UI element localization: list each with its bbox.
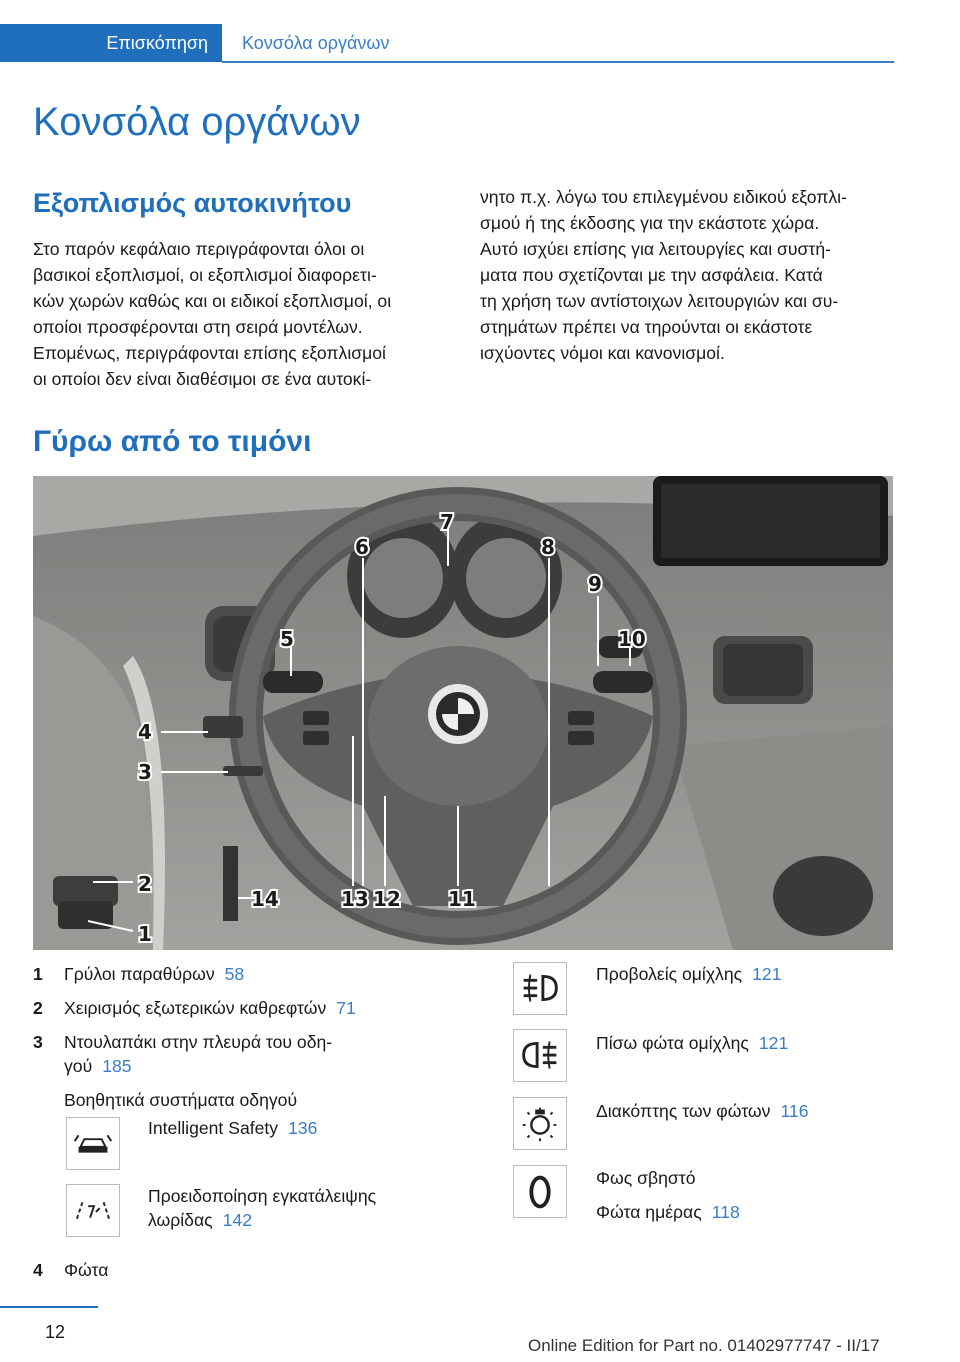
callout-3: 3 [138,760,152,784]
text-line: ματα που σχετίζονται με την ασφάλεια. Κατά [480,265,823,285]
page-ref-link[interactable]: 116 [780,1101,809,1121]
text-line: βασικοί εξοπλισμοί, οι εξοπλισμοί διαφορετι‐ [33,265,377,285]
item-number: 4 [33,1260,43,1280]
list-item [596,964,781,985]
text-line: Επομένως, περιγράφονται επίσης εξοπλισμοί [33,343,386,363]
edition-note: Online Edition for Part no. 01402977747 - II/17 [528,1336,880,1355]
page-ref-link[interactable]: 121 [752,964,782,984]
text-line: οι οποίοι δεν είναι διαθέσιμοι σε ένα αυτοκί‐ [33,369,372,389]
list-item [596,1101,809,1122]
item-text: Χειρισμός εξωτερικών καθρεφτών [64,998,327,1018]
light-switch-icon [513,1097,567,1150]
callout-11: 11 [448,887,476,911]
page-ref-link[interactable]: 142 [222,1210,252,1230]
item-label: Ντουλαπάκι στην πλευρά του οδη‐ [64,1032,333,1052]
item-text: γού [64,1056,93,1076]
tab-overview[interactable]: Επισκόπηση [0,24,222,62]
list-item-continuation [64,1056,132,1077]
item-label [64,998,356,1019]
front-fog-light-icon [513,962,567,1015]
list-item [596,1202,740,1223]
item-text: Διακόπτης των φώτων [596,1101,771,1121]
callout-2: 2 [138,872,152,896]
legend-list-right [513,962,913,1262]
item-text: Φώτα ημέρας [596,1202,702,1222]
item-text: λωρίδας [148,1210,213,1230]
list-item [596,1033,788,1054]
callout-1: 1 [138,922,152,946]
text-line: Στο παρόν κεφάλαιο περιγράφονται όλοι οι [33,239,365,259]
item-number: 1 [33,964,43,984]
page-ref-link[interactable]: 136 [288,1118,318,1138]
tab-underline [222,61,894,63]
section-title-steering: Γύρω από το τιμόνι [33,425,312,458]
page-number: 12 [45,1322,66,1342]
callout-5: 5 [280,627,294,651]
callout-4: 4 [138,720,152,744]
item-text: Γρύλοι παραθύρων [64,964,215,984]
assist-systems-heading: Βοηθητικά συστήματα οδηγού [64,1090,298,1110]
item-text: Προβολείς ομίχλης [596,964,743,984]
page-ref-link[interactable]: 121 [758,1033,789,1053]
item-text: Intelligent Safety [148,1118,279,1138]
text-line: στημάτων πρέπει να τηρούνται οι εκάστοτε [480,317,813,337]
item-label [64,964,244,985]
header-tabs [0,24,389,62]
page-ref-link[interactable]: 118 [711,1202,740,1222]
item-number: 3 [33,1032,43,1052]
page-ref-link[interactable]: 185 [102,1056,132,1076]
legend-list-left [33,962,473,1292]
callout-10: 10 [618,627,646,651]
list-item [148,1118,317,1139]
text-line: ισχύοντες νόμοι και κανονισμοί. [480,343,725,363]
page-ref-link[interactable]: 71 [336,998,356,1018]
paragraph-right [480,184,900,366]
list-item-continuation [148,1210,252,1231]
item-number: 2 [33,998,43,1018]
text-line: νητο π.χ. λόγω του επιλεγμένου ειδικού εξοπλι‐ [480,187,847,207]
text-line: κών χωρών καθώς και οι ειδικοί εξοπλισμοί, οι [33,291,392,311]
footer-line [0,1306,98,1308]
item-text: Πίσω φώτα ομίχλης [596,1033,749,1053]
callout-12: 12 [373,887,401,911]
rear-fog-light-icon [513,1029,567,1082]
text-line: σμού ή της έκδοσης για την εκάστοτε χώρα. [480,213,820,233]
callout-8: 8 [541,535,555,559]
intelligent-safety-icon [66,1117,120,1170]
callout-13: 13 [341,887,369,911]
page-ref-link[interactable]: 58 [224,964,245,984]
lane-departure-icon [66,1184,120,1237]
text-line: Αυτό ισχύει επίσης για λειτουργίες και συστή‐ [480,239,831,259]
text-line: οποίοι προσφέρονται στη σειρά μοντέλων. [33,317,363,337]
page-title: Κονσόλα οργάνων [33,100,361,144]
callout-14: 14 [251,887,279,911]
item-text: Φώτα [64,1260,109,1280]
text-line: τη χρήση των αντίστοιχων λειτουργιών και συ‐ [480,291,839,311]
lights-off-icon [513,1165,567,1218]
callout-9: 9 [588,572,602,596]
callout-6: 6 [355,535,369,559]
list-item: Προειδοποίηση εγκατάλειψης [148,1186,377,1206]
paragraph-left [33,236,453,392]
cockpit-illustration [33,476,893,950]
callout-7: 7 [440,510,454,534]
cockpit-figure [33,476,893,950]
section-title-equipment: Εξοπλισμός αυτοκινήτου [33,188,352,218]
tab-instrument-panel[interactable]: Κονσόλα οργάνων [242,32,390,53]
list-item: Φως σβηστό [596,1168,696,1188]
